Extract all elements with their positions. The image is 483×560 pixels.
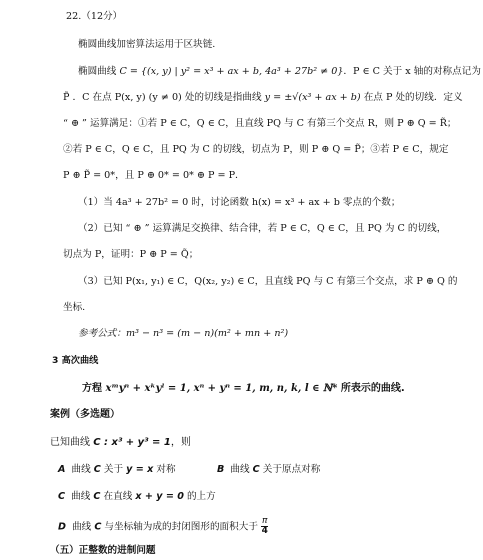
option-d: D 曲线 C 与坐标轴为成的封闭图形的面积大于 $\frac{\pi}{4}$ [58,516,268,536]
definition-line-3: “ ⊕ ” 运算满足：①若 P ∈ C，Q ∈ C，且直线 PQ 与 C 有第三个交点 R，则 P ⊕ Q = R̃； [63,118,457,129]
option-letter: C [58,491,66,502]
problem-topic: 椭圆曲线加密算法运用于区块链. [78,39,216,50]
definition-line-5: P ⊕ P̃ = 0*，且 P ⊕ 0* = 0* ⊕ P = P． [63,170,245,181]
option-letter: D [58,521,66,533]
question-2-line-1: （2）已知 “ ⊕ ” 运算满足交换律、结合律，若 P ∈ C，Q ∈ C，且 PQ 为 C 的切线， [78,223,447,234]
option-b: B 曲线 C 关于原点对称 [217,464,321,475]
curve-set-formula: C = {(x, y) | y² = x³ + ax + b, 4a³ + 27b² ≠ 0} [119,66,344,77]
section-3-title: 3 高次曲线 [52,355,99,366]
problem-number: 22.（12分） [66,11,123,22]
pi-over-four-fraction: $\frac{\pi}{4}$ [261,516,268,536]
example-title: 案例（多选题） [50,409,120,420]
reference-formula: 参考公式：m³ − n³ = (m − n)(m² + mn + n²) [78,328,289,339]
question-3-line-1: （3）已知 P(x₁, y₁) ∈ C，Q(x₂, y₂) ∈ C，且直线 PQ 与 C 有第三个交点，求 P ⊕ Q 的 [78,276,458,287]
section-5-title: （五）正整数的进制问题 [50,545,156,556]
definition-line-2: P̃ ．C 在点 P(x, y) (y ≠ 0) 处的切线是指曲线 y = ±√(x³ + ax + b) 在点 P 处的切线．定义 [63,92,463,103]
question-2-line-2: 切点为 P，证明：P ⊕ P = Q̃； [63,249,199,260]
definition-line-1: 椭圆曲线 C = {(x, y) | y² = x³ + ax + b, 4a³ + 27b² ≠ 0}．P ∈ C 关于 x 轴的对称点记为 [78,66,481,77]
question-1: （1）当 4a³ + 27b² = 0 时，讨论函数 h(x) = x³ + ax + b 零点的个数； [78,197,401,208]
high-degree-equation: xᵐyⁿ + xᵏyˡ = 1, xⁿ + yⁿ = 1, m, n, k, l ∈ ℕ* [105,383,338,394]
tangent-curve-formula: y = ±√(x³ + ax + b) [264,92,361,103]
example-stem: 已知曲线 C : x³ + y³ = 1，则 [50,437,191,448]
section-3-heading: 方程 xᵐyⁿ + xᵏyˡ = 1, xⁿ + yⁿ = 1, m, n, k, l ∈ ℕ* 所表示的曲线. [82,383,405,394]
curve-equation: C : x³ + y³ = 1 [93,437,171,448]
option-c: C 曲线 C 在直线 x + y = 0 的上方 [58,491,216,502]
option-a: A 曲线 C 关于 y = x 对称 [58,464,176,475]
question-3-line-2: 坐标. [63,302,86,313]
definition-line-4: ②若 P ∈ C，Q ∈ C，且 PQ 为 C 的切线，切点为 P，则 P ⊕ Q = P̃；③若 P ∈ C，规定 [63,144,449,155]
option-letter: A [58,464,66,475]
option-letter: B [217,464,225,475]
